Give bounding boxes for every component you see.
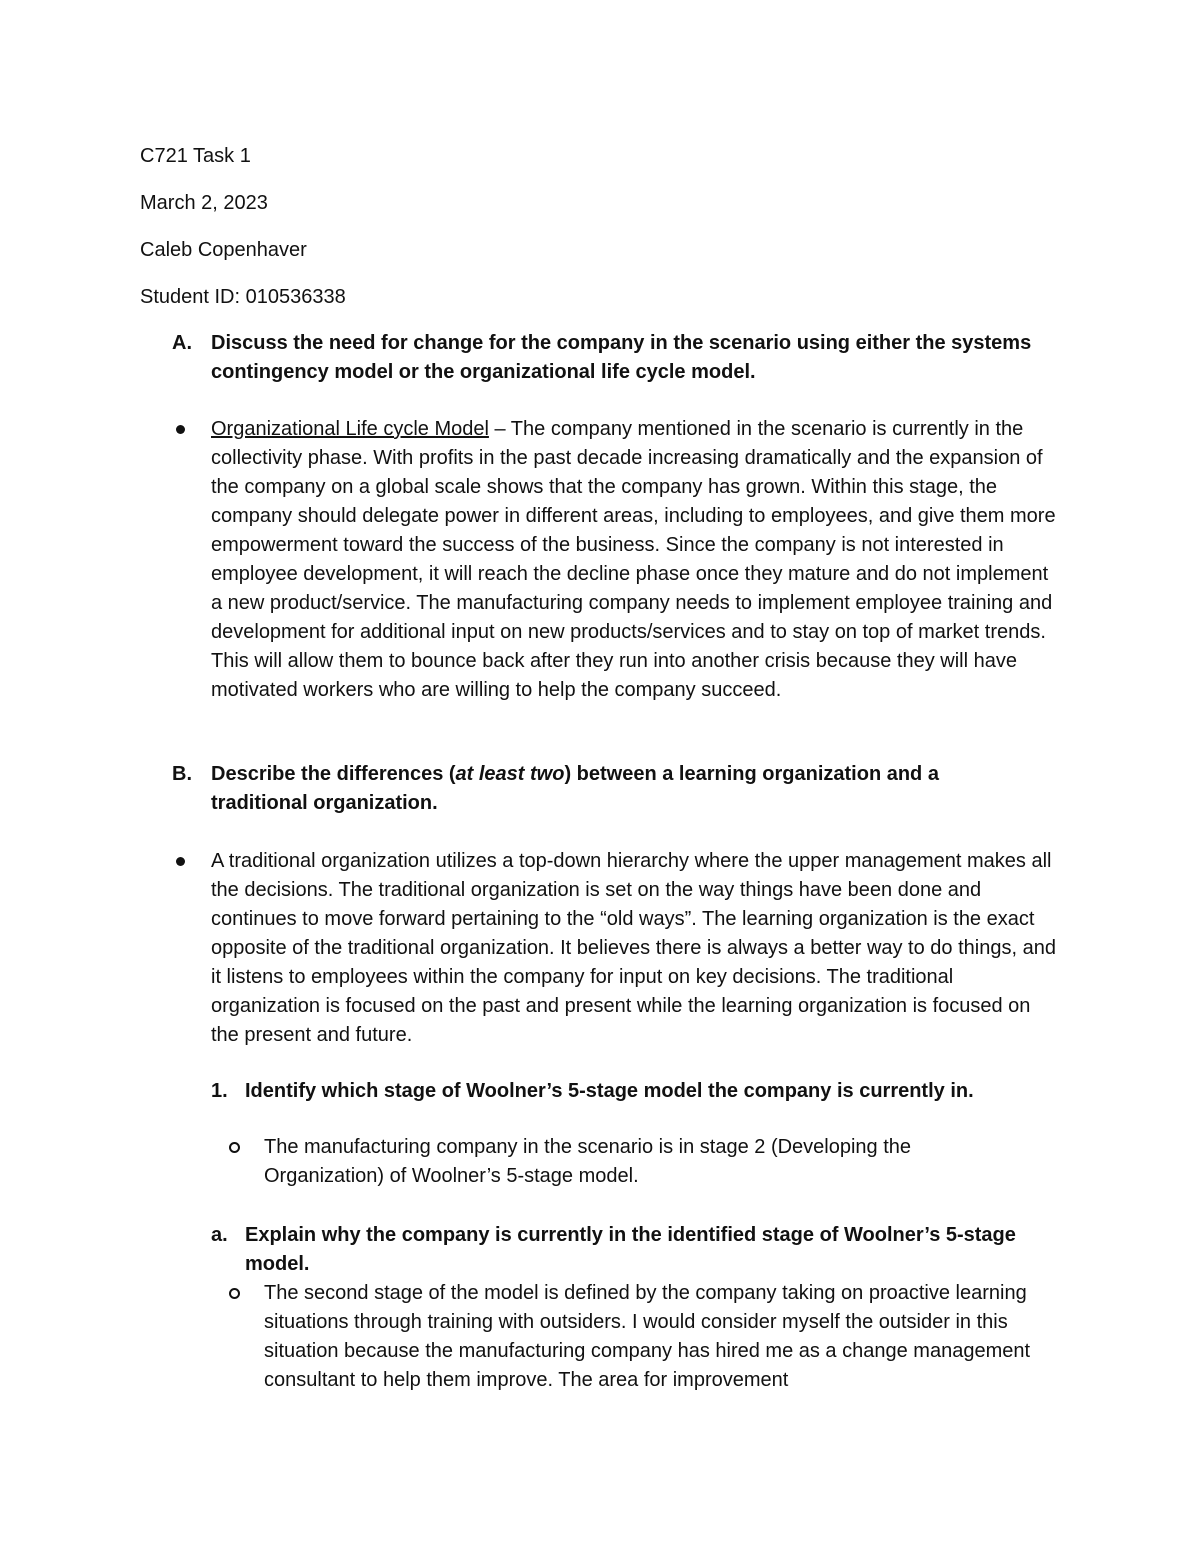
item-a-heading: Explain why the company is currently in the identified stage of Woolner’s 5-stage model. bbox=[245, 1224, 1016, 1275]
model-title: Organizational Life cycle Model bbox=[211, 418, 489, 440]
section-b-label: B. bbox=[172, 763, 192, 785]
item-a-label: a. bbox=[211, 1224, 228, 1246]
author-name: Caleb Copenhaver bbox=[140, 239, 307, 261]
section-a-label: A. bbox=[172, 332, 192, 354]
section-b-heading-pre: Describe the differences ( bbox=[211, 763, 456, 785]
item-1-heading: Identify which stage of Woolner’s 5-stage model the company is currently in. bbox=[245, 1080, 974, 1102]
section-b-heading-em: at least two bbox=[455, 763, 565, 785]
section-b-heading bbox=[211, 760, 1031, 818]
circle-bullet-icon bbox=[229, 1288, 240, 1299]
item-a-answer: The second stage of the model is defined by the company taking on proactive learning situations through training with outsiders. I would consider myself the outsider in this situation because the manufacturing company has hired me as a change management consultant to help them improve. The area for improvement bbox=[264, 1282, 1031, 1391]
item-1-label: 1. bbox=[211, 1080, 228, 1102]
section-a-heading: Discuss the need for change for the company in the scenario using either the systems contingency model or the organizational life cycle model. bbox=[211, 332, 1032, 383]
dash: – bbox=[488, 418, 511, 440]
section-b-body: A traditional organization utilizes a top-down hierarchy where the upper management makes all the decisions. The traditional organization is set on the way things have been done and continues to move forward pertaining to the “old ways”. The learning organization is the exact opposite of the traditional organization. It believes there is always a better way to do things, and it listens to employees within the company for input on key decisions. The traditional organization is focused on the past and present while the learning organization is focused on the present and future. bbox=[211, 850, 1056, 1046]
item-1-answer: The manufacturing company in the scenario is in stage 2 (Developing the Organization) of Woolner’s 5-stage model. bbox=[264, 1136, 912, 1187]
date: March 2, 2023 bbox=[140, 192, 268, 214]
bullet-icon bbox=[176, 857, 185, 866]
section-a-answer bbox=[211, 415, 1061, 705]
circle-bullet-icon bbox=[229, 1142, 240, 1153]
bullet-icon bbox=[176, 425, 185, 434]
student-id: Student ID: 010536338 bbox=[140, 286, 346, 308]
course-title: C721 Task 1 bbox=[140, 145, 251, 167]
section-b-heading-post: ) between a learning organization and a traditional organization. bbox=[211, 763, 939, 814]
section-a-body: The company mentioned in the scenario is currently in the collectivity phase. With profits in the past decade increasing dramatically and the expansion of the company on a global scale shows that the company has grown. Within this stage, the company should delegate power in different areas, including to employees, and give them more empowerment toward the success of the business. Since the company is not interested in employee development, it will reach the decline phase once they mature and do not implement a new product/service. The manufacturing company needs to implement employee training and development for additional input on new products/services and to stay on top of market trends. This will allow them to bounce back after they run into another crisis because they will have motivated workers who are willing to help the company succeed. bbox=[211, 418, 1056, 701]
